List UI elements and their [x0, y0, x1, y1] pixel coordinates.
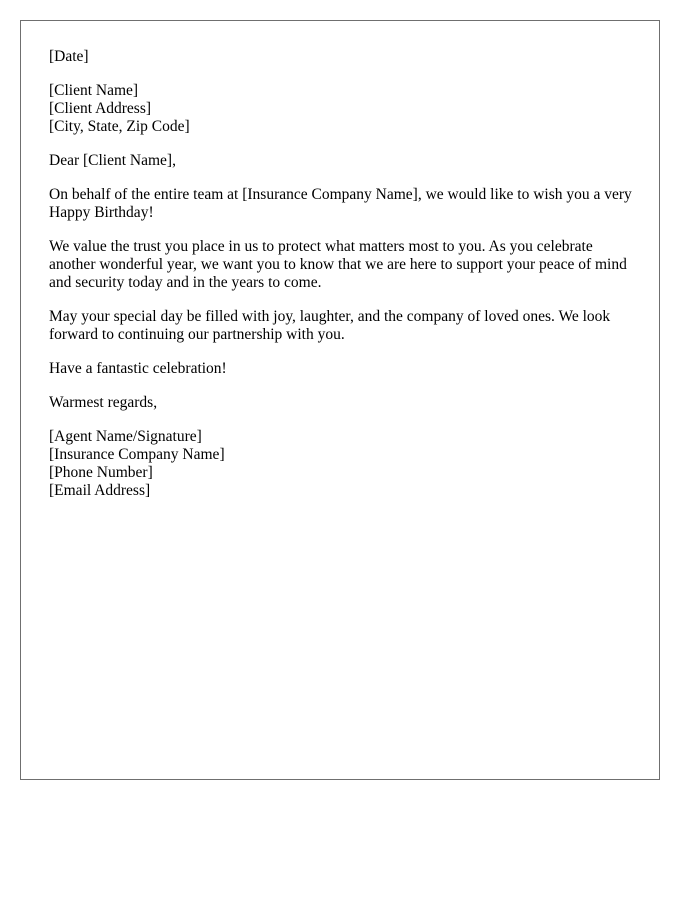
paragraph-trust: We value the trust you place in us to protect what matters most to you. As you celebrate another wonderful year, we want you to know that we are here to support your peace of mind and security today and in the years to come.	[49, 238, 627, 291]
signature-phone: [Phone Number]	[49, 464, 153, 481]
paragraph-birthday-wish: On behalf of the entire team at [Insurance Company Name], we would like to wish you a very Happy Birthday!	[49, 186, 632, 221]
closing-block	[49, 394, 641, 412]
salutation: Dear [Client Name],	[49, 152, 176, 169]
paragraph-special-day: May your special day be filled with joy, laughter, and the company of loved ones. We look forward to continuing our partnership with you.	[49, 308, 611, 343]
date-line: [Date]	[49, 48, 89, 65]
signature-email: [Email Address]	[49, 482, 151, 499]
recipient-name: [Client Name]	[49, 82, 139, 99]
signature-block	[49, 428, 641, 500]
signature-agent: [Agent Name/Signature]	[49, 428, 202, 445]
closing: Warmest regards,	[49, 394, 158, 411]
recipient-address-block	[49, 82, 641, 136]
date-block	[49, 48, 641, 66]
letter-body	[49, 48, 641, 516]
signature-company: [Insurance Company Name]	[49, 446, 225, 463]
recipient-city-state-zip: [City, State, Zip Code]	[49, 118, 190, 135]
salutation-block	[49, 152, 641, 170]
paragraph-celebration: Have a fantastic celebration!	[49, 360, 227, 377]
letter-page	[20, 20, 660, 780]
recipient-address: [Client Address]	[49, 100, 152, 117]
